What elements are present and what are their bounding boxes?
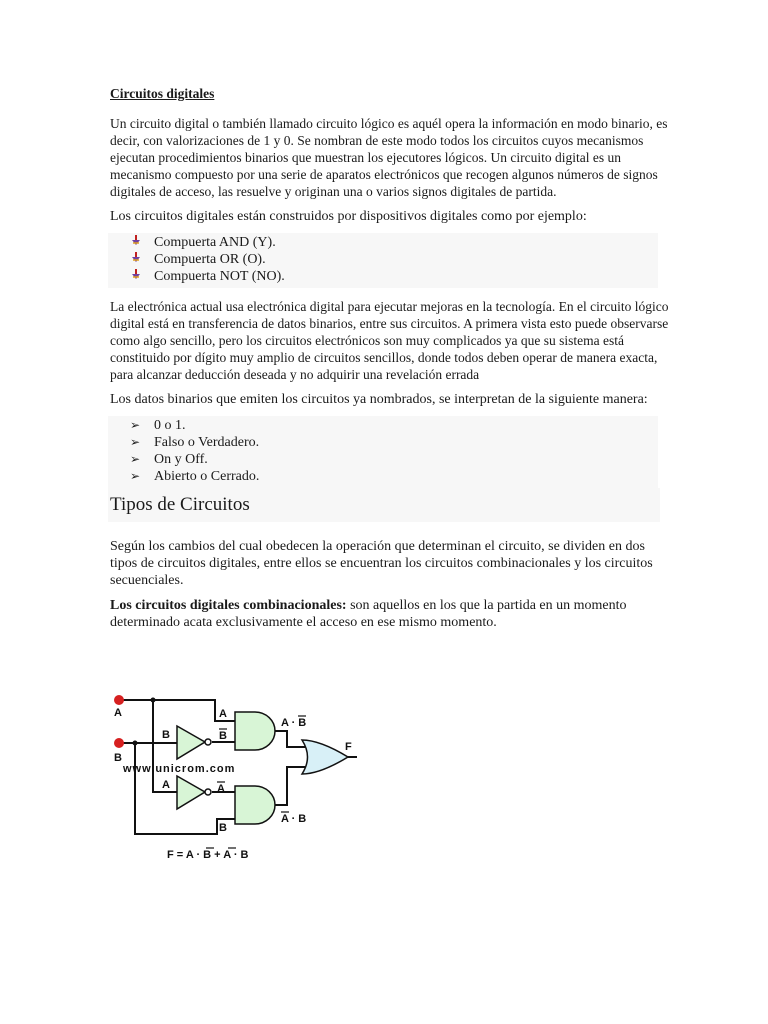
list-item bbox=[130, 251, 658, 268]
xor-circuit-diagram bbox=[105, 688, 365, 868]
arrow-bullet-icon bbox=[130, 234, 154, 251]
list-item bbox=[130, 468, 658, 485]
list-item bbox=[130, 451, 658, 468]
input-b-terminal bbox=[114, 738, 124, 748]
and-bottom-output-label: A · B bbox=[281, 813, 307, 825]
not-top-input-label: B bbox=[162, 729, 170, 741]
list-item-label: Compuerta AND (Y). bbox=[154, 235, 276, 250]
chevron-right-icon: ➢ bbox=[130, 435, 141, 449]
page-heading: Circuitos digitales bbox=[110, 86, 215, 101]
input-b-label: B bbox=[114, 752, 122, 764]
list-item bbox=[130, 268, 658, 285]
chevron-right-icon: ➢ bbox=[130, 418, 141, 432]
list-item-label: Compuerta OR (O). bbox=[154, 252, 266, 267]
not-gate-top bbox=[177, 726, 211, 759]
list-item-label: 0 o 1. bbox=[154, 418, 186, 433]
not-top-output-label: B bbox=[219, 730, 227, 742]
and-gate-bottom bbox=[235, 786, 275, 824]
and-bottom-input-label: B bbox=[219, 822, 227, 834]
list-item bbox=[130, 234, 658, 251]
not-bottom-input-label: A bbox=[162, 779, 170, 791]
list-item-label: Abierto o Cerrado. bbox=[154, 469, 260, 484]
not-gate-bottom bbox=[177, 776, 211, 809]
input-a-terminal bbox=[114, 695, 124, 705]
list-item bbox=[130, 417, 658, 434]
combinational-label: Los circuitos digitales combinacionales: bbox=[110, 598, 347, 613]
combinational-text: son aquellos en los que la partida en un momento determinado acata exclusivamente el acceso en ese mismo momento. bbox=[110, 598, 627, 630]
chevron-right-icon: ➢ bbox=[130, 452, 141, 466]
list-item-label: Compuerta NOT (NO). bbox=[154, 269, 285, 284]
and-top-input-label: A bbox=[219, 708, 227, 720]
list-item-label: Falso o Verdadero. bbox=[154, 435, 260, 450]
list-item bbox=[130, 434, 658, 451]
devices-intro: Los circuitos digitales están construidos por dispositivos digitales como por ejemplo: bbox=[110, 209, 587, 224]
electronics-paragraph: La electrónica actual usa electrónica digital para ejecutar mejoras en la tecnología. En el circuito lógico digital está en transferencia de datos binarios, entre sus circuitos. A primera vista esto puede observarse como algo sencillo, pero los circuitos electrónicos son muy complicados ya que su sistema está constituido por dígito muy amplio de circuitos sencillos, donde todos deben operar de manera exacta, para alcanzar deducción deseada y no adquirir una revelación errada bbox=[110, 299, 669, 382]
types-paragraph: Según los cambios del cual obedecen la operación que determinan el circuito, se dividen en dos tipos de circuitos digitales, entre ellos se encuentran los circuitos combinacionales y los circuitos secuenciales. bbox=[110, 539, 653, 588]
watermark-text: www.unicrom.com bbox=[123, 763, 236, 775]
not-bottom-output-label: A bbox=[217, 783, 225, 795]
section-title: Tipos de Circuitos bbox=[110, 494, 250, 515]
chevron-right-icon: ➢ bbox=[130, 469, 141, 483]
and-gate-top bbox=[235, 712, 275, 750]
document-page bbox=[110, 86, 670, 639]
and-top-output-label: A · B bbox=[281, 717, 307, 729]
intro-paragraph: Un circuito digital o también llamado circuito lógico es aquél opera la información en modo binario, es decir, con valorizaciones de 1 y 0. Se nombran de este modo todos los circuitos cuyos mecanismos ejecutan procedimientos binarios que muestran los ejecutores lógicos. Un circuito digital es un mecanismo compuesto por una serie de aparatos electrónicos que recogen algunos números de signos digitales de acceso, las resuelve y originan una o varios signos digitales de partida. bbox=[110, 116, 668, 199]
section-title-box bbox=[108, 488, 660, 522]
junction-dot bbox=[133, 741, 138, 746]
arrow-bullet-icon bbox=[130, 251, 154, 268]
list-item-label: On y Off. bbox=[154, 452, 208, 467]
binary-intro: Los datos binarios que emiten los circuitos ya nombrados, se interpretan de la siguiente manera: bbox=[110, 392, 648, 407]
binary-list bbox=[108, 416, 658, 488]
combinational-paragraph bbox=[110, 597, 670, 631]
junction-dot bbox=[151, 698, 156, 703]
input-a-label: A bbox=[114, 707, 122, 719]
output-f-label: F bbox=[345, 741, 352, 753]
arrow-bullet-icon bbox=[130, 268, 154, 285]
gates-list bbox=[108, 233, 658, 288]
formula-text: F = A · B + A · B bbox=[167, 849, 249, 861]
or-gate bbox=[302, 740, 348, 774]
